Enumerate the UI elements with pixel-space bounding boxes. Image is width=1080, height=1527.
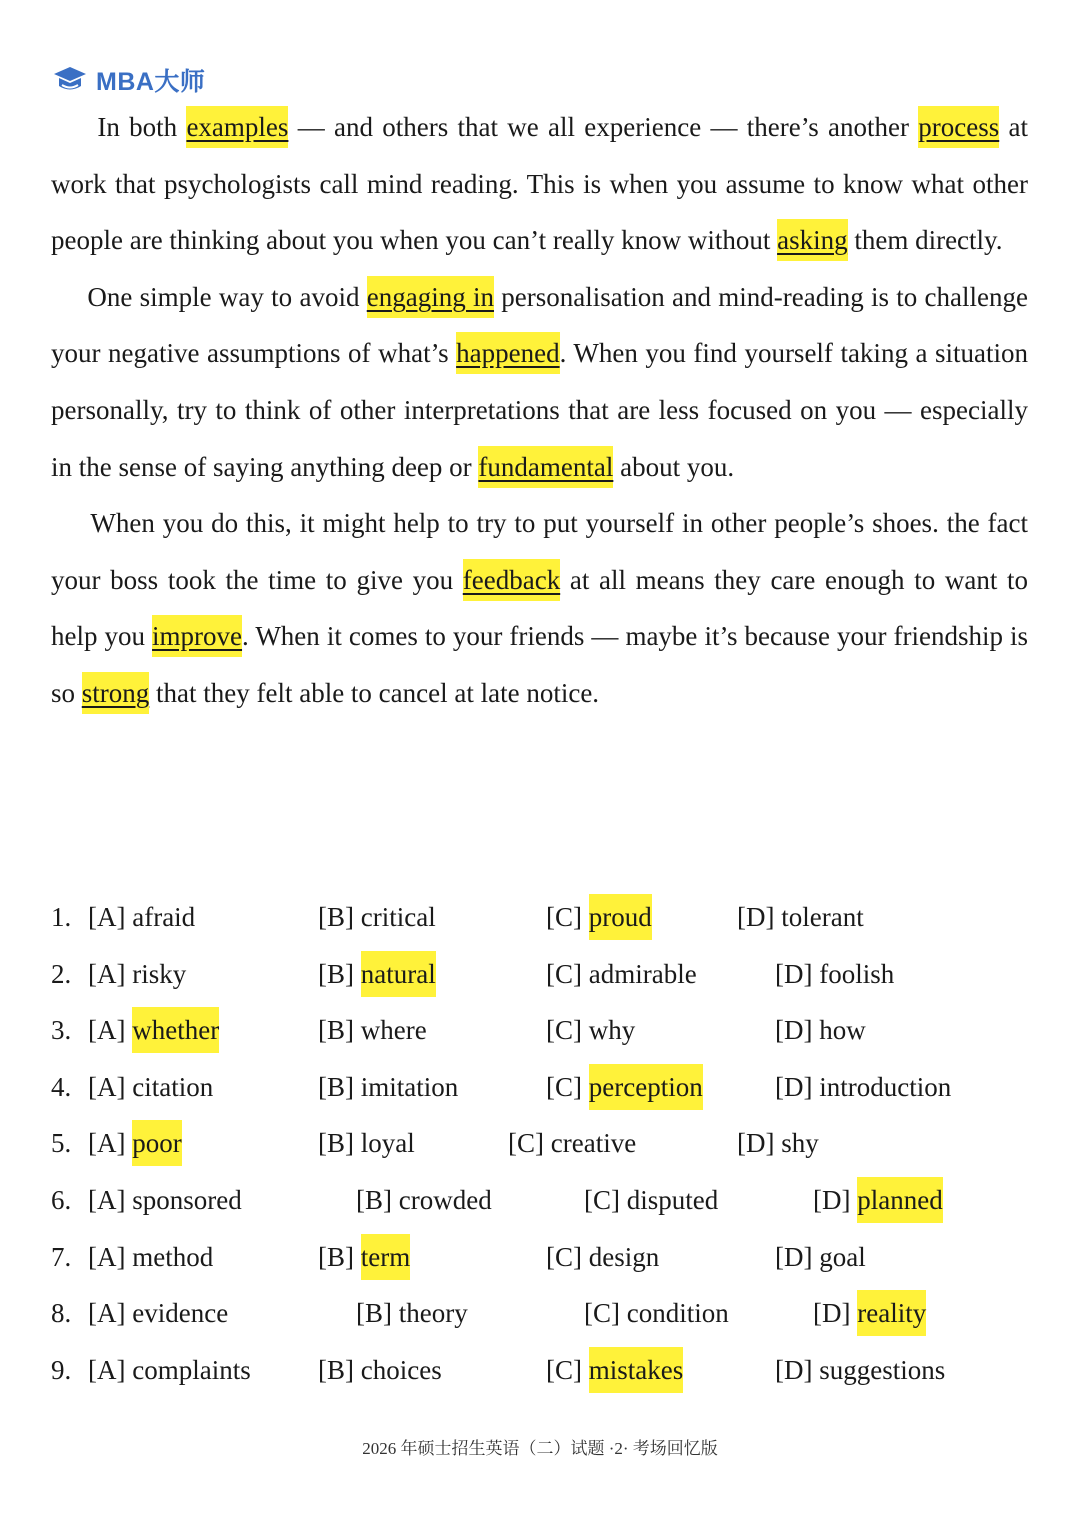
answer-option [775, 1015, 866, 1046]
option-label: [D] [737, 1128, 775, 1159]
answer-option [546, 959, 697, 990]
option-text: citation [132, 1071, 214, 1102]
option-label: [A] [88, 1241, 126, 1272]
correct-option-text: reality [857, 1290, 926, 1336]
option-text: critical [360, 902, 436, 932]
correct-option-text: natural [361, 951, 436, 997]
highlighted-answer: feedback [463, 559, 560, 601]
correct-option-text: poor [132, 1120, 182, 1166]
option-text: design [588, 1241, 660, 1272]
answer-option [318, 959, 436, 990]
question-number: 4. [51, 1071, 72, 1102]
question-number: 7. [51, 1241, 72, 1272]
answer-option [318, 1355, 442, 1386]
answer-option [813, 1298, 926, 1329]
option-label: [B] [318, 902, 354, 932]
option-label: [D] [813, 1184, 851, 1215]
option-label: [D] [775, 1071, 813, 1102]
option-label: [B] [356, 1298, 392, 1329]
highlighted-answer: improve [152, 615, 242, 657]
option-text: tolerant [781, 902, 864, 932]
brand-name: MBA大师 [96, 68, 206, 96]
highlighted-answer: examples [186, 106, 288, 148]
answer-option [546, 1015, 635, 1046]
answer-option [584, 1185, 718, 1216]
passage-text: One simple way to avoid [87, 281, 367, 312]
option-text: how [819, 1015, 866, 1046]
question-number: 5. [51, 1128, 72, 1159]
reading-passage [51, 99, 1028, 722]
option-label: [D] [737, 902, 775, 932]
option-label: [D] [775, 958, 813, 989]
option-text: crowded [398, 1184, 492, 1215]
answer-option [356, 1298, 468, 1329]
question-number: 6. [51, 1184, 72, 1215]
answer-option [88, 959, 186, 990]
highlighted-answer: engaging in [367, 276, 494, 318]
correct-option-text: whether [132, 1007, 219, 1053]
option-label: [C] [546, 1354, 582, 1385]
answer-option [775, 1355, 945, 1386]
passage-text: at all means they care enough to want to help you [51, 564, 1028, 652]
option-label: [D] [775, 1015, 813, 1046]
answer-option [88, 1128, 182, 1159]
option-label: [A] [88, 1298, 126, 1329]
highlighted-answer: fundamental [478, 446, 613, 488]
passage-text: that they felt able to cancel at late notice. [149, 677, 600, 708]
option-text: why [588, 1015, 636, 1046]
question-row [51, 890, 1051, 947]
option-text: suggestions [819, 1354, 946, 1385]
option-text: theory [398, 1298, 468, 1329]
option-text: foolish [819, 958, 895, 989]
option-label: [B] [318, 1354, 354, 1385]
option-label: [A] [88, 902, 126, 932]
option-text: admirable [588, 958, 697, 989]
option-text: condition [626, 1298, 729, 1329]
brand-logo [52, 62, 205, 98]
answer-option [88, 1355, 251, 1386]
correct-option-text: planned [857, 1177, 942, 1223]
option-label: [C] [546, 1015, 582, 1046]
option-label: [D] [775, 1241, 813, 1272]
answer-option [546, 1355, 683, 1386]
question-row [51, 1343, 1051, 1400]
option-label: [A] [88, 1071, 126, 1102]
answer-option [737, 1128, 819, 1159]
correct-option-text: mistakes [589, 1347, 684, 1393]
answer-option [318, 1015, 427, 1046]
answer-option [88, 902, 195, 933]
option-label: [A] [88, 1184, 126, 1215]
option-text: introduction [819, 1071, 952, 1102]
passage-text: When you do this, it might help to try to put yourself in other people’s shoes. the fact your boss took the time to give you [51, 508, 1029, 595]
answer-option [318, 1072, 458, 1103]
option-label: [A] [88, 1128, 126, 1159]
option-text: afraid [132, 902, 196, 932]
question-row [51, 1003, 1051, 1060]
answer-option [546, 1072, 703, 1103]
option-label: [D] [775, 1354, 813, 1385]
answer-option [318, 1242, 410, 1273]
question-row [51, 1060, 1051, 1117]
passage-text: — and others that we all experience — there’s another [288, 112, 919, 142]
option-text: loyal [360, 1128, 415, 1159]
passage-text: . When it comes to your friends — maybe it’s because your friendship is so [51, 621, 1028, 708]
answer-option [775, 959, 894, 990]
option-text: imitation [360, 1071, 459, 1102]
answer-option [88, 1298, 228, 1329]
question-row [51, 1173, 1051, 1230]
question-number: 8. [51, 1298, 72, 1329]
correct-option-text: perception [589, 1064, 703, 1110]
page-footer: 2026 年硕士招生英语（二）试题 ·2· 考场回忆版 [362, 1439, 718, 1458]
passage-paragraph [51, 495, 1028, 721]
question-row [51, 1230, 1051, 1287]
question-number: 2. [51, 958, 72, 989]
option-label: [D] [813, 1298, 851, 1329]
answer-option [508, 1128, 636, 1159]
passage-text: them directly. [847, 225, 1003, 256]
answer-option [318, 1128, 415, 1159]
correct-option-text: term [361, 1234, 410, 1280]
passage-text: at work that psychologists call mind reading. This is when you assume to know what other people are thinking about you when you can’t really know without [51, 112, 1028, 256]
answer-option [88, 1242, 213, 1273]
passage-text: about you. [613, 451, 735, 482]
highlighted-answer: happened [456, 332, 559, 374]
answer-option [88, 1072, 213, 1103]
correct-option-text: proud [589, 894, 652, 940]
question-options [51, 890, 1051, 1399]
highlighted-answer: asking [777, 219, 848, 261]
answer-option [775, 1072, 951, 1103]
option-label: [B] [318, 958, 354, 989]
answer-option [356, 1185, 492, 1216]
answer-option [775, 1242, 866, 1273]
answer-option [88, 1185, 242, 1216]
highlighted-answer: strong [82, 672, 150, 714]
option-label: [C] [508, 1128, 544, 1159]
option-label: [C] [546, 1071, 582, 1102]
option-label: [A] [88, 1354, 126, 1385]
passage-paragraph [51, 269, 1028, 495]
question-row [51, 947, 1051, 1004]
option-label: [B] [318, 1015, 354, 1046]
answer-option [88, 1015, 219, 1046]
option-label: [C] [584, 1298, 620, 1329]
question-row [51, 1286, 1051, 1343]
option-label: [C] [546, 902, 582, 932]
answer-option [318, 902, 436, 933]
option-label: [C] [584, 1184, 620, 1215]
option-text: where [360, 1015, 427, 1046]
option-label: [A] [88, 958, 126, 989]
option-text: complaints [132, 1354, 251, 1385]
option-text: choices [360, 1354, 442, 1385]
option-label: [C] [546, 1241, 582, 1272]
option-label: [C] [546, 958, 582, 989]
option-text: method [132, 1241, 214, 1272]
answer-option [584, 1298, 729, 1329]
option-text: sponsored [132, 1184, 242, 1215]
question-number: 9. [51, 1354, 72, 1385]
answer-option [737, 902, 864, 933]
passage-text: . When you find yourself taking a situation personally, try to think of other interpretations that are less focused on you — especially in the sense of saying anything deep or [51, 338, 1028, 482]
passage-text: In both [97, 112, 187, 142]
highlighted-answer: process [918, 106, 999, 148]
answer-option [813, 1185, 943, 1216]
question-number: 3. [51, 1015, 72, 1046]
option-text: goal [819, 1241, 866, 1272]
option-label: [A] [88, 1015, 126, 1046]
answer-option [546, 902, 652, 933]
passage-text: personalisation and mind-reading is to challenge your negative assumptions of what’s [51, 281, 1028, 369]
option-label: [B] [318, 1128, 354, 1159]
answer-option [546, 1242, 659, 1273]
option-text: evidence [132, 1298, 229, 1329]
passage-paragraph [51, 99, 1028, 269]
option-label: [B] [318, 1241, 354, 1272]
option-text: creative [550, 1128, 637, 1159]
question-row [51, 1116, 1051, 1173]
option-text: risky [132, 958, 187, 989]
graduation-cap-icon [52, 65, 88, 95]
option-label: [B] [356, 1184, 392, 1215]
option-label: [B] [318, 1071, 354, 1102]
question-number: 1. [51, 902, 72, 932]
option-text: shy [781, 1128, 819, 1159]
option-text: disputed [626, 1184, 719, 1215]
